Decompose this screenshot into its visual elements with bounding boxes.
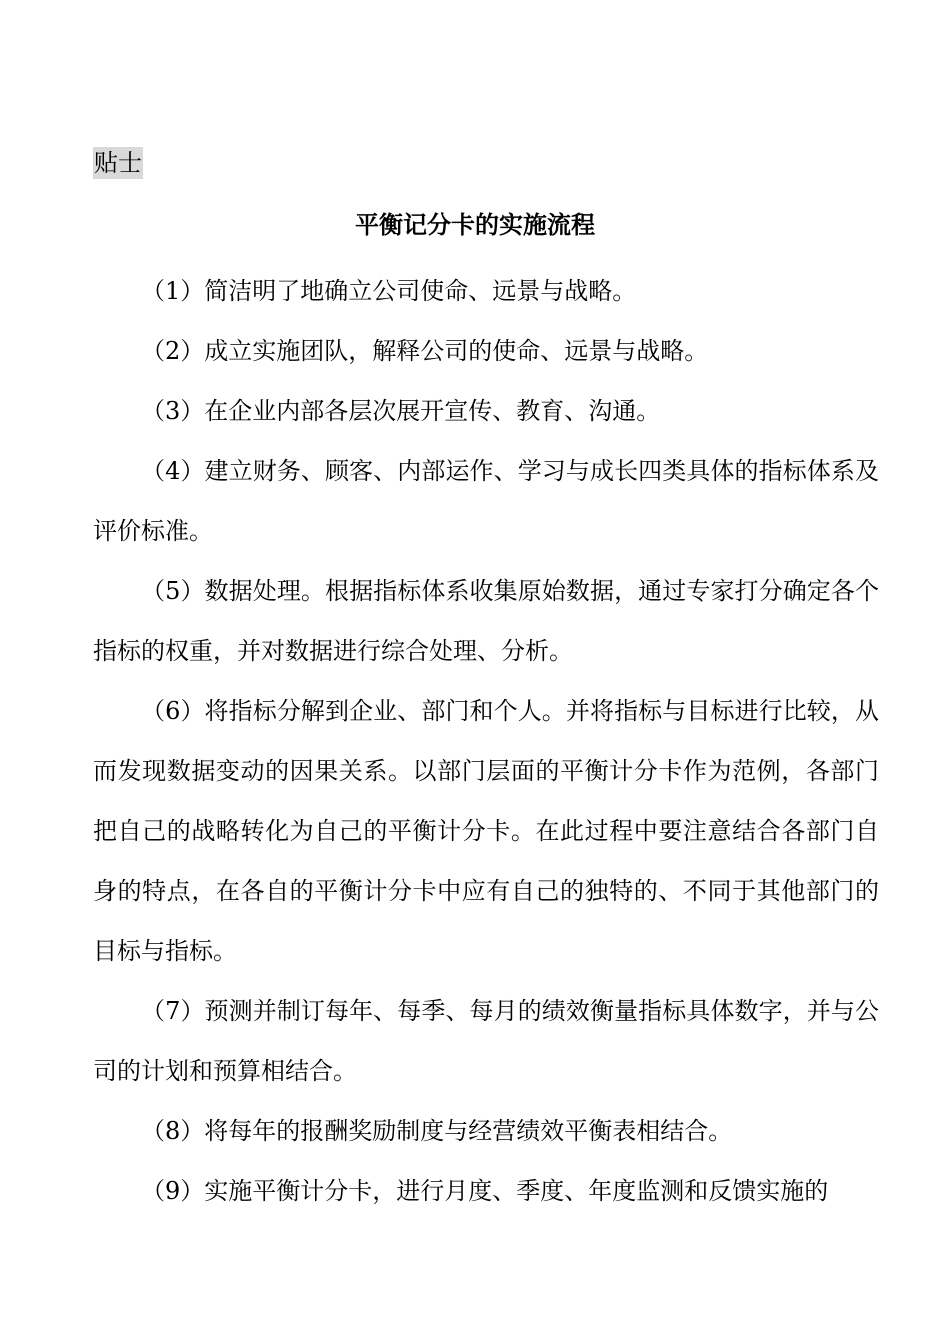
- step-1-paragraph: （1）简洁明了地确立公司使命、远景与战略。: [141, 277, 637, 305]
- tip-tag: 贴士: [94, 149, 142, 177]
- step-6-paragraph: （6）将指标分解到企业、部门和个人。并将指标与目标进行比较，从而发现数据变动的因果关系。以部门层面的平衡计分卡作为范例，各部门把自己的战略转化为自己的平衡计分卡。在此过程中要注意结合各部门自身的特点，在各自的平衡计分卡中应有自己的独特的、不同于其他部门的目标与指标。: [93, 697, 879, 965]
- step-5-paragraph: （5）数据处理。根据指标体系收集原始数据，通过专家打分确定各个指标的权重，并对数据进行综合处理、分析。: [93, 577, 879, 665]
- step-3-paragraph: （3）在企业内部各层次展开宣传、教育、沟通。: [141, 397, 661, 425]
- step-8-paragraph: （8）将每年的报酬奖励制度与经营绩效平衡表相结合。: [141, 1117, 733, 1145]
- step-2-paragraph: （2）成立实施团队，解释公司的使命、远景与战略。: [141, 337, 709, 365]
- step-7-paragraph: （7）预测并制订每年、每季、每月的绩效衡量指标具体数字，并与公司的计划和预算相结合。: [93, 997, 879, 1085]
- step-9-paragraph: （9）实施平衡计分卡，进行月度、季度、年度监测和反馈实施的: [141, 1177, 829, 1205]
- document-body: [93, 261, 879, 1221]
- document-title: 平衡记分卡的实施流程: [355, 210, 595, 239]
- step-4-paragraph: （4）建立财务、顾客、内部运作、学习与成长四类具体的指标体系及评价标准。: [93, 457, 879, 545]
